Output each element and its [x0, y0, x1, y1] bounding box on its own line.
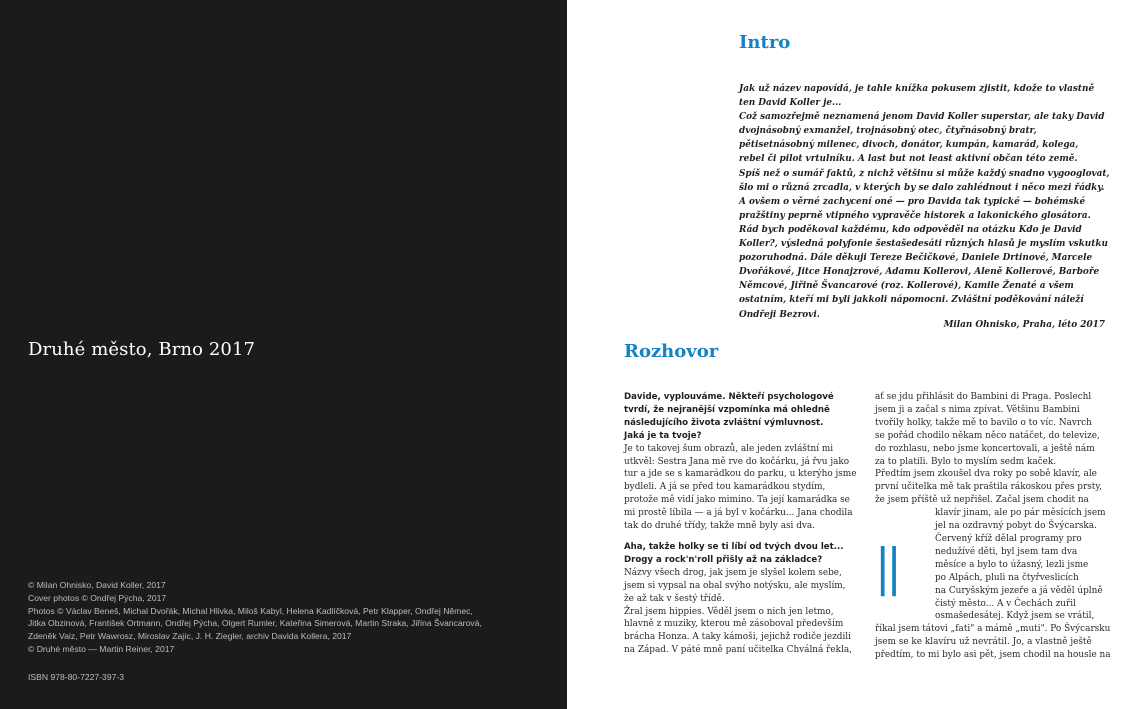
question-line: tvrdí, že nejranější vzpomínka má ohledně — [624, 404, 830, 415]
isbn: ISBN 978-80-7227-397-3 — [28, 672, 125, 682]
answer-line: ať se jdu přihlásit do Bambini di Praga. Poslechl — [875, 392, 1092, 402]
answer-line: mi prostě líbila — a já byl v kočárku... Jana chodila — [624, 508, 853, 519]
answer-line: za to platili. Bylo to myslím sedm kaček. — [875, 456, 1057, 467]
answer-line: na Curyšským jezeře a já věděl úplně — [935, 585, 1103, 596]
credits — [28, 579, 548, 656]
intro-line: dvojnásobný exmanžel, trojnásobný otec, čtyřnásobný bratr, — [739, 126, 1037, 137]
answer-line: Žral jsem hippies. Věděl jsem o nich jen letmo, — [624, 606, 834, 617]
credit-line: Zdeněk Vaiz, Petr Wawrosz, Miroslav Zajíc, J. H. Ziegler, archiv Davida Kollera, 2017 — [28, 631, 352, 642]
credit-line: Photos © Václav Beneš, Michal Dvořák, Michal Hlivka, Miloš Kabyl, Helena Kadlíčková, Petr Klapper, Ondřej Němec, — [28, 605, 473, 616]
intro-line: Rád bych poděkoval každému, kdo odpověděl na otázku Kdo je David — [739, 224, 1082, 235]
intro-line: Ondřeji Bezrovi. — [739, 309, 820, 320]
intro-line: Němcové, Jiřině Švancarové (roz. Kollerové), Kamile Ženaté a všem — [739, 281, 1074, 292]
answer-line: tur a jde se s kamarádkou do parku, u kterýho jsme — [624, 469, 857, 480]
intro-line: Koller?, výsledná polyfonie šestašedesáti různých hlasů je myslím vskutku — [739, 239, 1108, 250]
intro-line: Což samozřejmě neznamená jenom David Koller superstar, ale taky David — [739, 112, 1105, 123]
book-title: Druhé město, Brno 2017 — [28, 339, 256, 360]
answer-line: hlavně z muziky, kterou mě zásoboval především — [624, 619, 844, 630]
pull-quote-mark: ll — [877, 535, 900, 612]
spacer — [624, 533, 856, 541]
answer-line: že až tak v šestý třídě. — [624, 593, 725, 604]
answer-line: bydleli. A já se před tou kamarádkou stydím, — [624, 482, 826, 493]
answer-line: utkvěl: Sestra Jana mě rve do kočárku, já řvu jako — [624, 456, 850, 467]
answer-line: Názvy všech drog, jak jsem je slyšel kolem sebe, — [624, 567, 842, 578]
question-line: následujícího života zvláštní výmluvnost. — [624, 417, 824, 428]
question-line: Jaká je ta tvoje? — [624, 430, 702, 441]
credit-line: © Druhé město — Martin Reiner, 2017 — [28, 643, 175, 654]
question-line: Drogy a rock'n'roll přišly až na základce? — [624, 554, 823, 565]
answer-line: protože mě vidí jako mimino. Ta její kamarádka se — [624, 495, 850, 506]
question-line: Aha, takže holky se ti líbí od tvých dvou let... — [624, 541, 844, 552]
answer-line: Je to takovej šum obrazů, ale jeden zvláštní mi — [624, 443, 834, 454]
intro-line: pětisetnásobný milenec, divoch, donátor, kumpán, kamarád, kolega, — [739, 140, 1079, 151]
interview-column-left — [624, 391, 856, 657]
answer-line: čistý město... A v Čechách zuřil — [935, 598, 1076, 609]
answer-line: na Západ. V páté mně paní učitelka Chválná řekla, — [624, 645, 852, 656]
intro-line: pražštiny peprně vtipného vypravěče historek a lakonického glosátora. — [739, 210, 1091, 221]
answer-line: Předtím jsem zkoušel dva roky po sobě klavír, ale — [875, 469, 1097, 480]
right-page — [567, 0, 1134, 709]
answer-line: jsem ji a začal s nima zpívat. Většinu Bambini — [875, 404, 1080, 415]
interview-column-right — [875, 391, 1111, 662]
answer-line: do rozhlasu, nebo jsme koncertovali, a ještě nám — [875, 443, 1095, 454]
answer-line: měsíce a bylo to úžasný, lezli jsme — [935, 559, 1089, 570]
question-line: Davide, vyplouváme. Někteří psychologové — [624, 392, 834, 402]
answer-line: po Alpách, pluli na čtyřveslicích — [935, 572, 1079, 583]
answer-line: jsem se ke klavíru už nevrátil. Jo, a vlastně ještě — [875, 637, 1092, 648]
answer-line: předtím, to mi bylo asi pět, jsem chodil na housle na — [875, 650, 1111, 661]
intro-text — [739, 82, 1111, 322]
answer-line: první učitelka mě tak praštila rákoskou přes prsty, — [875, 482, 1102, 493]
answer-line: nedužívé děti, byl jsem tam dva — [935, 546, 1078, 557]
intro-heading: Intro — [739, 32, 791, 53]
answer-line: klavír jinam, ale po pár měsících jsem — [935, 508, 1106, 519]
intro-line: Dvořákové, Jitce Honajzrové, Adamu Kollerovi, Aleně Kollerové, Barboře — [739, 267, 1100, 278]
answer-line: brácha Honza. A taky kámoši, jejichž rodiče jezdili — [624, 632, 851, 643]
answer-line: osmašedesátej. Když jsem se vrátil, — [935, 611, 1095, 622]
answer-line: že jsem příště už nepřišel. Začal jsem chodit na — [875, 495, 1089, 506]
credit-line: Cover photos © Ondřej Pýcha, 2017 — [28, 592, 167, 603]
answer-line: tak do druhé třídy, takže mně byly asi dva. — [624, 521, 816, 532]
credit-line: © Milan Ohnisko, David Koller, 2017 — [28, 580, 166, 590]
intro-line: rebel či pilot vrtulníku. A last but not least aktivní občan této země. — [739, 154, 1078, 165]
answer-line: Červený kříž dělal programy pro — [935, 533, 1082, 544]
intro-line: ostatním, kteří mi byli jakkoli nápomocni. Zvláštní poděkování náleží — [739, 295, 1084, 306]
rozhovor-heading: Rozhovor — [624, 341, 719, 362]
answer-line: tvořily holky, takže mě to bavilo o to víc. Navrch — [875, 417, 1092, 428]
answer-line: říkal jsem tátovi „fati" a mámě „muti". Po Švýcarsku — [875, 624, 1111, 635]
credit-line: Jitka Obzinová, František Ortmann, Ondřej Pýcha, Olgert Rumler, Kateřina Simerová, Martin Straka, Jiřina Švancarová, — [28, 618, 482, 629]
intro-line: pozoruhodná. Dále děkuji Tereze Bečičkové, Daniele Drtinové, Marcele — [739, 253, 1093, 264]
intro-signature: Milan Ohnisko, Praha, léto 2017 — [943, 320, 1105, 330]
intro-line: Jak už název napovídá, je tahle knížka pokusem zjistit, kdože to vlastně — [739, 84, 1095, 94]
answer-line: jsem si vypsal na obal svýho notýsku, ale myslím, — [624, 580, 846, 591]
answer-line: jel na ozdravný pobyt do Švýcarska. — [935, 521, 1097, 532]
intro-line: šlo mi o různá zrcadla, v kterých by se dalo zahlédnout i něco mezi řádky. — [739, 182, 1105, 193]
intro-line: Spíš než o sumář faktů, z nichž většinu si může každý snadno vygooglovat, — [739, 168, 1110, 179]
intro-line: ten David Koller je... — [739, 98, 842, 109]
answer-line: se pořád chodilo někam něco natáčet, do televize, — [875, 430, 1100, 441]
intro-line: A ovšem o věrné zachycení oné — pro Davida tak typické — bohémské — [739, 196, 1086, 207]
